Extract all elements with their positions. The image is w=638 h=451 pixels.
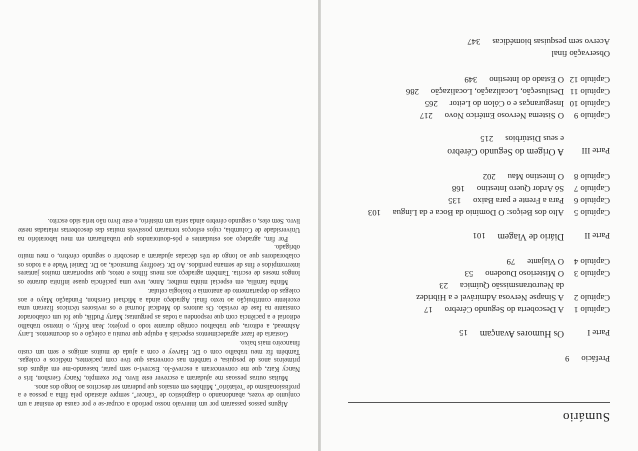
toc-label: Capítulo 4 [573,257,610,267]
toc-part [348,327,610,339]
toc-title: da Neurotransmissão Química [459,281,564,291]
toc-label: Capítulo 11 [569,87,610,97]
toc-title: O Misterioso Duodeno [485,269,564,279]
toc-spacer [348,316,610,327]
toc-label: Capítulo 6 [573,196,610,206]
toc-page-number: 202 [482,172,496,182]
toc-page-number: 168 [451,184,465,194]
toc-page-number: 23 [439,281,448,291]
toc-page-number: 347 [467,37,481,47]
toc-title: Só Ardor Quero Intestino [476,184,564,194]
toc-entry [348,268,610,280]
toc-page-number: 17 [424,305,433,315]
toc-indent [564,133,610,145]
toc-label: Parte III [581,146,610,156]
toc-title: e seus Distúrbios [505,134,564,144]
toc-entry [348,183,610,195]
toc-entry [348,304,610,316]
toc-label: Capítulo 2 [573,293,610,303]
toc-page-number: 349 [464,75,478,85]
toc-entry [348,133,610,145]
toc-label: Observação final [551,49,610,59]
toc-entry [348,74,610,86]
toc-page-number: 103 [367,208,381,218]
toc-entry [348,86,610,98]
body-paragraph: Gostaria de fazer agradecimentos especiais à equipe que reuniu a coleção e os documentos. Larry Ashmead, a editora, que trabalhou comigo durante todo o projeto; Jean Kelly, o intenso trabalho editorial e a paciência com que respondeu a todas as perguntas; Marty Pudlik, que foi um colaborador constante na fase de revisão. Os autores do Medical Journal e os revisores técnicos fizeram uma excelente contribuição ao texto final. Agradeço ainda a Michael Gershon, Fundação Mayo e aos colegas do departamento de anatomia e biologia celular. [18,286,300,338]
toc-page-number: 79 [506,257,516,267]
toc-entry [348,48,610,60]
toc-title: A Descoberta do Segundo Cérebro [444,305,564,315]
toc-spacer [348,157,610,171]
toc-title: Inseguranças e o Cólon do Leitor [449,99,564,109]
toc-entry [348,207,610,219]
toc-title: Desiluseção, Localização, Localização [430,87,564,97]
toc-page-number: 286 [405,87,419,97]
toc-label: Capítulo 5 [573,208,610,218]
toc-title: Alto dos Beiços: O Domínio da Boca e da Língua [392,208,564,218]
toc-page-number: 9 [565,354,570,364]
toc-entry [348,98,610,110]
body-paragraph: Alguns passos passaram por um intervalo nosso período a ocupar-se e por causa de ensinar a um conjunto de vozes, abandonando o diagnóstico de "câncer", sempre afastado pela filha a pessoa e a profissionalismo de "relatório", Milhões em ensaios que puderam ser descritos ao longo dos anos. [18,382,300,407]
title-rule [348,402,610,403]
toc-entry [348,195,610,207]
acknowledgements-page [0,0,318,451]
toc-entry [348,36,610,48]
toc-label: Parte I [587,328,610,338]
toc-entry [348,256,610,268]
toc-page-number: 53 [464,269,474,279]
toc-label: Capítulo 12 [569,75,610,85]
toc-entry [348,110,610,122]
body-paragraph: Por fim, agradeço aos estudantes e pós-doutorandos que trabalharam em meu laboratório na Universidade de Columbia, cujos esforços tornaram possíveis muitas das descobertas relatadas neste livro. Sem eles, o segundo cérebro ainda seria um mistério, e este livro não teria sido escrito. [18,217,300,242]
toc-title: A Sinapse Nervosa Admirável e a Hibridez [416,293,564,303]
body-paragraph: Minha família, em especial minha mulher, Anne, teve uma paciência quase infinita durante os longos meses de escrita. Também agradeço aos meus filhos e netos, que suportaram muitos jantares interrompidos e fins de semana perdidos. Ao Dr. Geoffrey Burnstock, ao Dr. Daniel Wade e a todos os colaboradores que ao longo de três décadas ajudaram a descobrir o segundo cérebro, o meu muito obrigado. [18,243,300,286]
toc-entry [348,292,610,304]
toc-title: O Estado do Intestino [489,75,564,85]
toc-part [348,145,610,157]
toc-page-number: 265 [424,99,438,109]
toc-page-number: 217 [419,111,433,121]
body-text [18,216,300,407]
toc-spacer [348,219,610,230]
toc-title: O Viajante [527,257,564,267]
toc-entry [348,280,610,292]
toc-page-number: 101 [472,231,486,241]
table-of-contents [348,36,610,365]
toc-spacer [348,339,610,353]
toc-title: O Sistema Nervoso Entérico Novo [444,111,564,121]
body-paragraph: Muitas outras pessoas me ajudaram a escrever este livro. Por exemplo, Nancy Gershon, Iris e Nancy Katz, que me convenceram a escrevê-lo. Escrevi-o sem parar, baseando-me em alguns dos primeiros anos de pesquisa, e também nas conversas que tive com pacientes, médicos e colegas. Também fiz meu trabalho com o Dr. Harvey e com a ajuda de muitos amigos e sem um custo financeiro mais baixo. [18,339,300,381]
toc-page-number: 135 [448,196,462,206]
toc-part [348,230,610,242]
toc-title: O Intestino Mau [507,172,564,182]
toc-label: Capítulo 1 [573,305,610,315]
toc-spacer [348,122,610,133]
toc-label: Capítulo 10 [569,99,610,109]
toc-label: Capítulo 8 [573,172,610,182]
toc-page [320,0,638,451]
page-title: Sumário [562,410,610,425]
toc-page-number: 15 [459,328,468,338]
toc-title: Diário de Viagem [497,231,564,241]
toc-spacer [348,242,610,256]
toc-spacer [348,60,610,74]
toc-label: Parte II [584,231,610,241]
toc-label: Capítulo 3 [573,269,610,279]
toc-title: Os Humores Avançam [479,328,564,338]
toc-entry [348,171,610,183]
toc-label: Capítulo 9 [573,111,610,121]
toc-label: Capítulo 7 [573,184,610,194]
toc-label: Prefácio [581,354,610,364]
toc-page-number: 215 [480,134,494,144]
toc-title: Para a Frente e para Baixo [473,196,564,206]
toc-indent [564,280,610,292]
toc-label: Acervo sem pesquisas biomédicas [492,37,610,47]
toc-title: A Origem do Segundo Cérebro [447,146,564,156]
toc-entry [348,353,610,365]
